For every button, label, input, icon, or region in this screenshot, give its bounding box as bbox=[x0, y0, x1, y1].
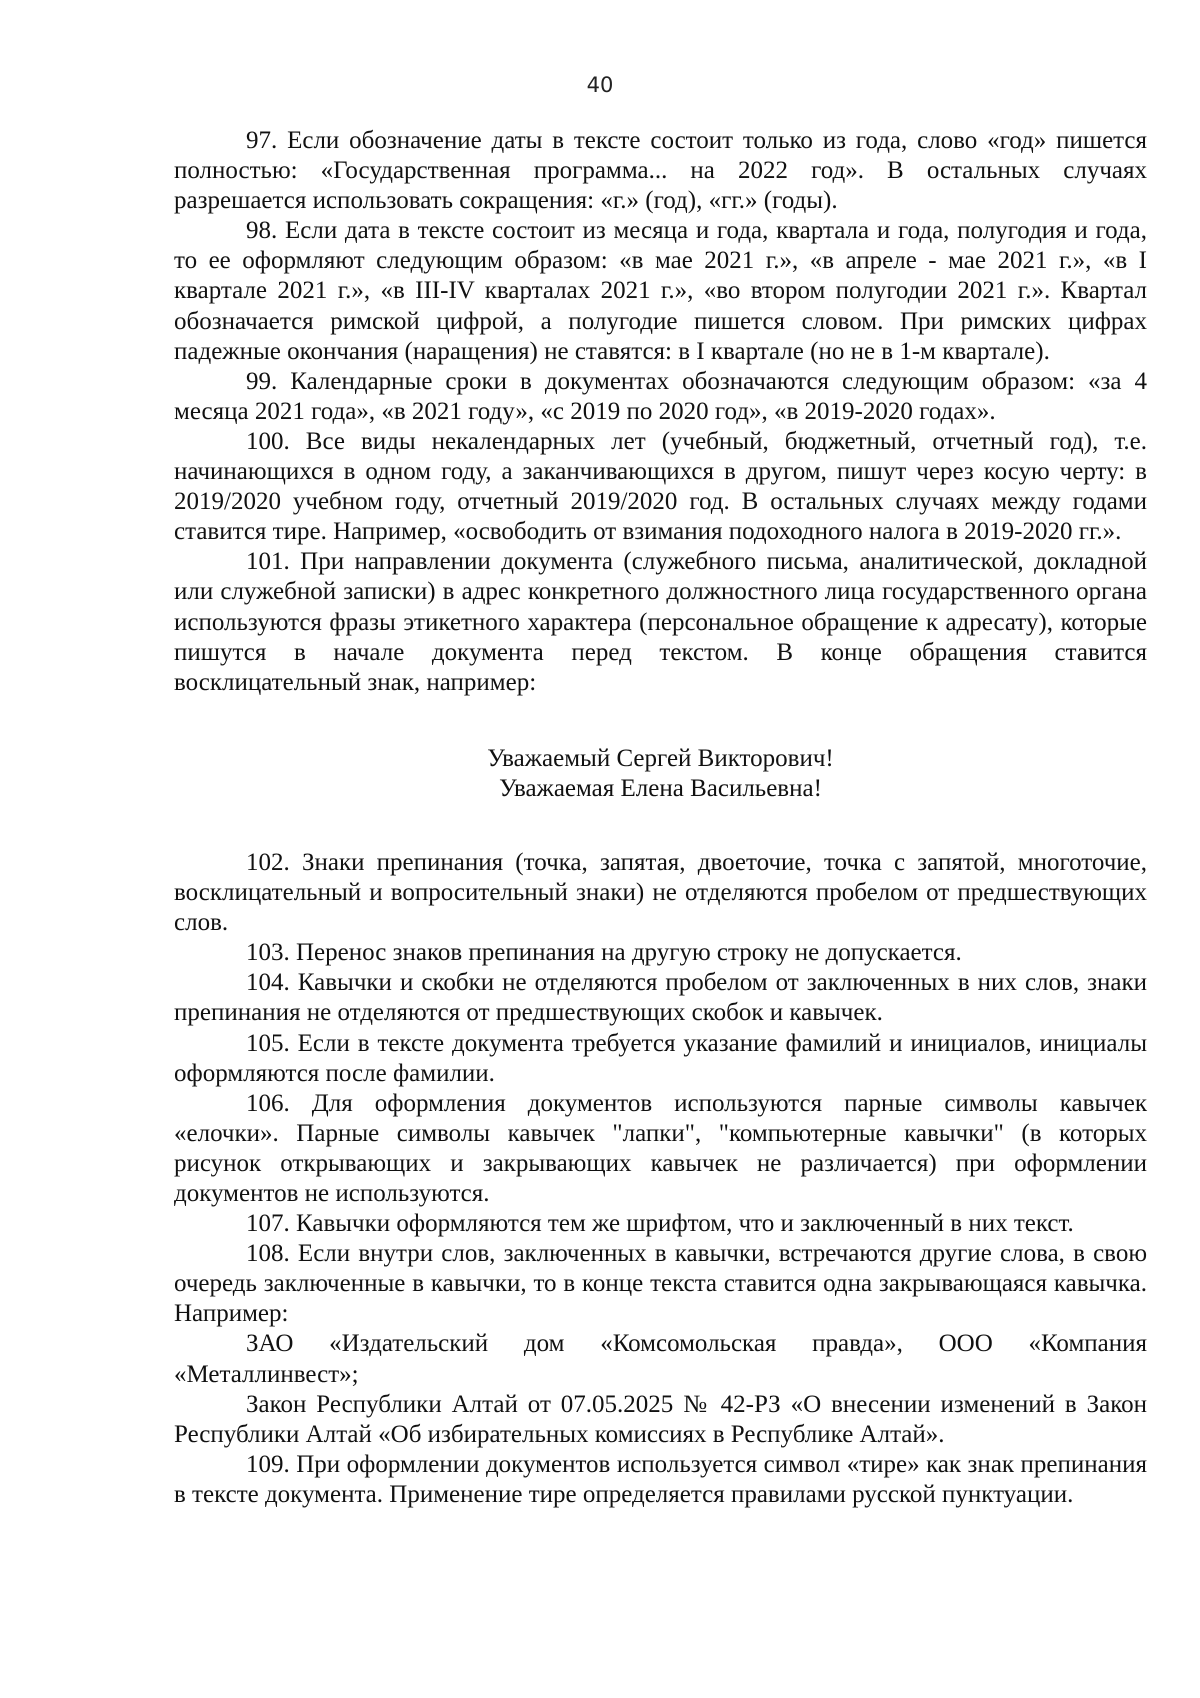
example-law: Закон Республики Алтай от 07.05.2025 № 42-РЗ «О внесении изменений в Закон Республики Алтай «Об избирательных комиссиях в Республике Алтай». bbox=[174, 1390, 1147, 1448]
paragraph-99: 99. Календарные сроки в документах обозначаются следующим образом: «за 4 месяца 2021 года», «в 2021 году», «с 2019 по 2020 год», «в 2019-2020 годах». bbox=[174, 367, 1147, 425]
greeting-example bbox=[174, 744, 1147, 804]
paragraph-109: 109. При оформлении документов используется символ «тире» как знак препинания в тексте документа. Применение тире определяется правилами русской пунктуации. bbox=[174, 1450, 1147, 1508]
paragraph-104: 104. Кавычки и скобки не отделяются пробелом от заключенных в них слов, знаки препинания не отделяются от предшествующих скобок и кавычек. bbox=[174, 969, 1147, 1027]
greeting-line-1: Уважаемый Сергей Викторович! bbox=[487, 744, 834, 772]
paragraph-102: 102. Знаки препинания (точка, запятая, двоеточие, точка с запятой, многоточие, восклицательный и вопросительный знаки) не отделяются пробелом от предшествующих слов. bbox=[174, 848, 1147, 937]
paragraph-108: 108. Если внутри слов, заключенных в кавычки, встречаются другие слова, в свою очередь заключенные в кавычки, то в конце текста ставится одна закрывающаяся кавычка. Например: bbox=[174, 1240, 1147, 1328]
paragraph-98: 98. Если дата в тексте состоит из месяца и года, квартала и года, полугодия и года, то ее оформляют следующим образом: «в мае 2021 г.», «в апреле - мае 2021 г.», «в I квартале 2021 г.», «в III-IV кварталах 2021 г.», «во втором полугодии 2021 г.». Квартал обозначается римской цифрой, а полугодие пишется словом. При римских цифрах падежные окончания (наращения) не ставятся: в I квартале (но не в 1-м квартале). bbox=[174, 217, 1147, 365]
paragraph-105: 105. Если в тексте документа требуется указание фамилий и инициалов, инициалы оформляются после фамилии. bbox=[174, 1029, 1147, 1087]
paragraph-97: 97. Если обозначение даты в тексте состоит только из года, слово «год» пишется полностью: «Государственная программа... на 2022 год». В остальных случаях разрешается использовать сокращения: «г.» (год), «гг.» (годы). bbox=[174, 127, 1147, 215]
paragraph-101: 101. При направлении документа (служебного письма, аналитической, докладной или служебной записки) в адрес конкретного должностного лица государственного органа используются фразы этикетного характера (персональное обращение к адресату), которые пишутся в начале документа перед текстом. В конце обращения ставится восклицательный знак, например: bbox=[174, 548, 1147, 696]
paragraph-107: 107. Кавычки оформляются тем же шрифтом, что и заключенный в них текст. bbox=[246, 1210, 1074, 1238]
paragraph-106: 106. Для оформления документов используются парные символы кавычек «елочки». Парные символы кавычек "лапки", "компьютерные кавычки" (в которых рисунок открывающих и закрывающих кавычек не различается) при оформлении документов не используются. bbox=[174, 1089, 1147, 1207]
greeting-line-2: Уважаемая Елена Васильевна! bbox=[499, 774, 822, 802]
paragraph-103: 103. Перенос знаков препинания на другую строку не допускается. bbox=[246, 939, 962, 967]
document-body bbox=[174, 126, 1147, 1510]
paragraph-100: 100. Все виды некалендарных лет (учебный, бюджетный, отчетный год), т.е. начинающихся в одном году, а заканчивающихся в другом, пишут через косую черту: в 2019/2020 учебном году, отчетный 2019/2020 год. В остальных случаях между годами ставится тире. Например, «освободить от взимания подоходного налога в 2019-2020 гг.». bbox=[174, 427, 1147, 546]
example-zao: ЗАО «Издательский дом «Комсомольская правда», ООО «Компания «Металлинвест»; bbox=[174, 1330, 1147, 1388]
page-number: 40 bbox=[586, 73, 614, 97]
